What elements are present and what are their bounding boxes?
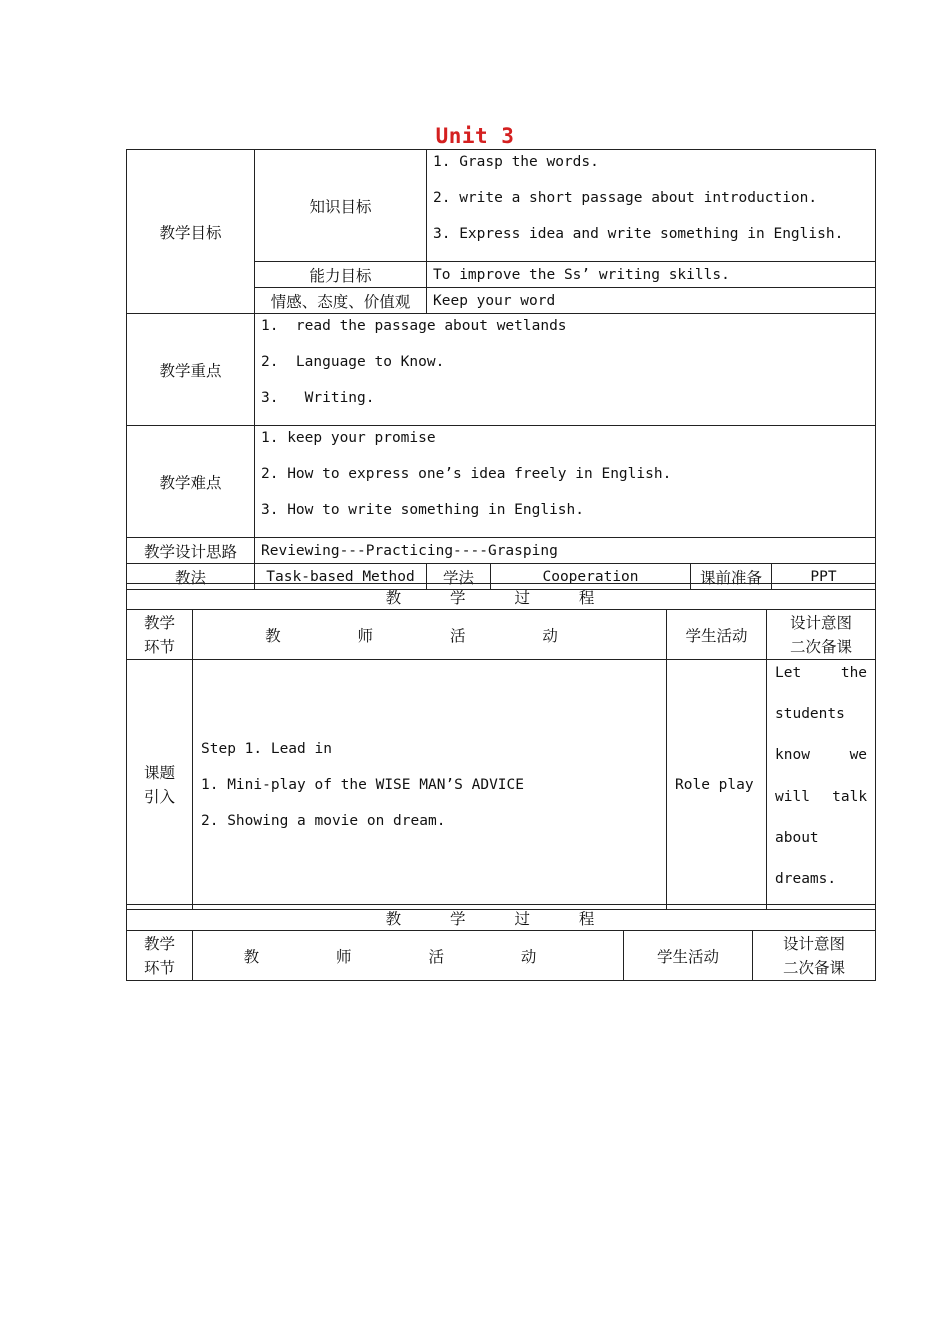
stage-col-header: 教学 环节 (127, 610, 193, 660)
knowledge-items (427, 150, 876, 262)
difficulty-item: 3. How to write something in English. (261, 502, 585, 518)
intro-teacher-activity (193, 660, 667, 910)
process-header-2: 教 学 过 程 (127, 905, 876, 931)
design-col-header: 设计意图 二次备课 (767, 610, 876, 660)
knowledge-item: 3. Express idea and write something in English. (433, 226, 844, 242)
page-title: Unit 3 (435, 124, 515, 148)
difficulties-label: 教学难点 (127, 426, 255, 538)
design-text: Reviewing---Practicing----Grasping (255, 538, 876, 564)
intro-student-activity: Role play (667, 660, 767, 910)
learning-method-value: Cooperation (491, 564, 691, 590)
teacher-col-header: 教 师 活 动 (193, 610, 667, 660)
emotion-label: 情感、态度、价值观 (255, 288, 427, 314)
student-col-header-2: 学生活动 (624, 931, 753, 981)
difficulty-item: 1. keep your promise (261, 430, 436, 446)
knowledge-item: 2. write a short passage about introduction. (433, 190, 818, 206)
intro-line: Step 1. Lead in (201, 740, 332, 757)
design-label: 教学设计思路 (127, 538, 255, 564)
ability-text: To improve the Ss’ writing skills. (427, 262, 876, 288)
prep-value: PPT (772, 564, 876, 590)
stage-col-header-2: 教学 环节 (127, 931, 193, 981)
teaching-method-value: Task-based Method (255, 564, 427, 590)
difficulties-items (255, 426, 876, 538)
key-point-item: 2. Language to Know. (261, 354, 445, 370)
student-col-header: 学生活动 (667, 610, 767, 660)
difficulty-item: 2. How to express one’s idea freely in English. (261, 466, 672, 482)
process-table-2 (126, 904, 876, 981)
intro-line: 1. Mini-play of the WISE MAN’S ADVICE (201, 776, 525, 793)
knowledge-item: 1. Grasp the words. (433, 154, 599, 170)
emotion-text: Keep your word (427, 288, 876, 314)
key-points-items (255, 314, 876, 426)
intro-stage: 课题 引入 (127, 660, 193, 910)
key-points-label: 教学重点 (127, 314, 255, 426)
key-point-item: 3. Writing. (261, 390, 375, 406)
process-header: 教 学 过 程 (127, 584, 876, 610)
process-table-1 (126, 583, 876, 910)
intro-design-intent: Let the students know we will talk about dreams. (767, 660, 876, 910)
prep-label: 课前准备 (691, 564, 772, 590)
design-col-header-2: 设计意图 二次备课 (753, 931, 876, 981)
teaching-method-label: 教法 (127, 564, 255, 590)
lesson-plan-table (126, 149, 876, 590)
learning-method-label: 学法 (427, 564, 491, 590)
ability-label: 能力目标 (255, 262, 427, 288)
intro-line: 2. Showing a movie on dream. (201, 812, 446, 829)
teacher-col-header-2: 教 师 活 动 (193, 931, 624, 981)
knowledge-label: 知识目标 (255, 150, 427, 262)
key-point-item: 1. read the passage about wetlands (261, 318, 567, 334)
objectives-label: 教学目标 (127, 150, 255, 314)
